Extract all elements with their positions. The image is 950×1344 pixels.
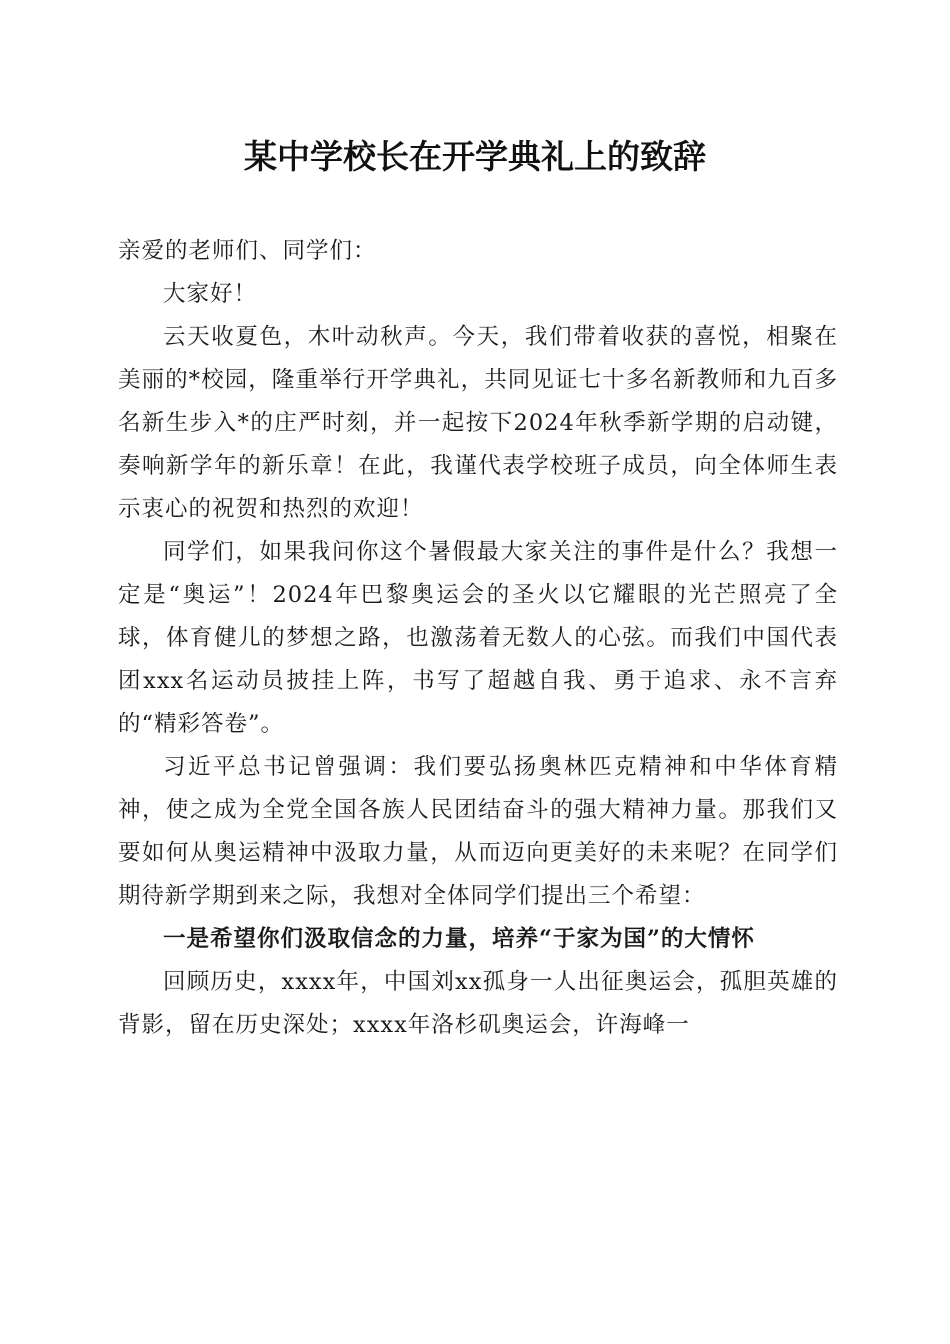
paragraph-olympics: 同学们，如果我问你这个暑假最大家关注的事件是什么？我想一定是“奥运”！2024年巴黎奥运会的圣火以它耀眼的光芒照亮了全球，体育健儿的梦想之路，也激荡着无数人的心弦。而我们中国代表团xxx名运动员披挂上阵，书写了超越自我、勇于追求、永不言弃的“精彩答卷”。 <box>118 539 838 737</box>
section-heading-one: 一是希望你们汲取信念的力量，培养“于家为国”的大情怀 <box>163 926 755 952</box>
paragraph-xi-quote: 习近平总书记曾强调：我们要弘扬奥林匹克精神和中华体育精神，使之成为全党全国各族人民团结奋斗的强大精神力量。那我们又要如何从奥运精神中汲取力量，从而迈向更美好的未来呢？在同学们期待新学期到来之际，我想对全体同学们提出三个希望： <box>118 754 838 909</box>
paragraph-opening: 云天收夏色，木叶动秋声。今天，我们带着收获的喜悦，相聚在美丽的*校园，隆重举行开学典礼，共同见证七十多名新教师和九百多名新生步入*的庄严时刻，并一起按下2024年秋季新学期的启动键，奏响新学年的新乐章！在此，我谨代表学校班子成员，向全体师生表示衷心的祝贺和热烈的欢迎！ <box>118 324 838 522</box>
document-title: 某中学校长在开学典礼上的致辞 <box>244 137 706 176</box>
document-body <box>118 230 838 1047</box>
paragraph-history: 回顾历史，xxxx年，中国刘xx孤身一人出征奥运会，孤胆英雄的背影，留在历史深处；xxxx年洛杉矶奥运会，许海峰一 <box>118 969 838 1038</box>
paragraph-greeting: 大家好！ <box>163 281 258 307</box>
salutation: 亲爱的老师们、同学们： <box>118 238 377 264</box>
